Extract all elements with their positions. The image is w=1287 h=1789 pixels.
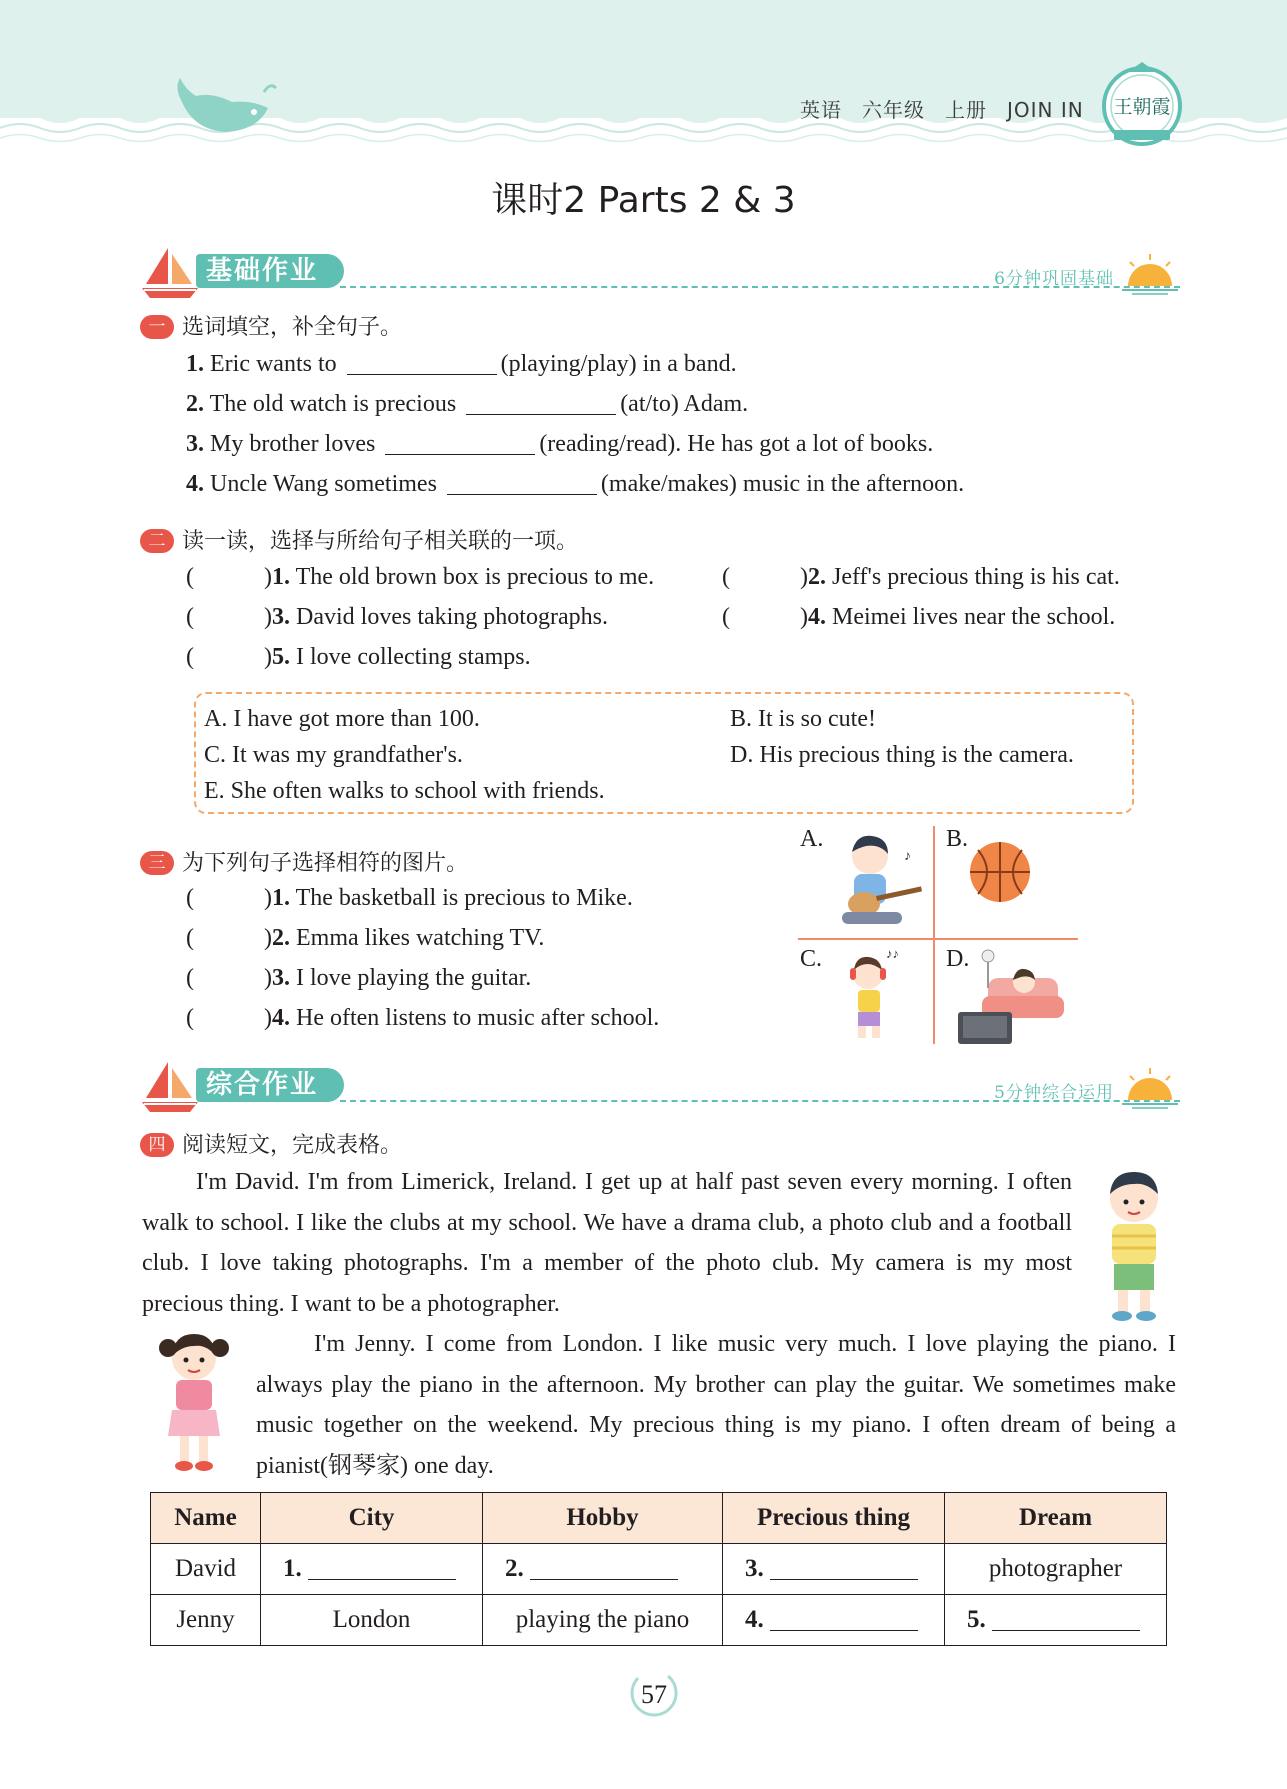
header-volume: 上册 bbox=[945, 98, 987, 122]
question-number-badge: 二 bbox=[140, 529, 174, 553]
q3-item-2: ( )2. Emma likes watching TV. bbox=[186, 925, 545, 951]
question-1-heading bbox=[140, 310, 402, 341]
table-header-cell: Name bbox=[151, 1493, 261, 1544]
table-header-cell: Hobby bbox=[483, 1493, 723, 1544]
q2-item-1: ( )1. The old brown box is precious to me. bbox=[186, 564, 655, 590]
table-cell-hobby: playing the piano bbox=[483, 1595, 723, 1646]
answer-bracket[interactable]: ( bbox=[186, 885, 194, 911]
q1-item-4: 4. Uncle Wang sometimes (make/makes) music in the afternoon. bbox=[186, 471, 965, 497]
table-row bbox=[151, 1544, 1167, 1595]
passage-jenny: I'm Jenny. I come from London. I like music very much. I love playing the piano. I always play the piano in the afternoon. My brother can play the guitar. We sometimes make music together on the weekend. My precious thing is my piano. I often dream of being a pianist(钢琴家) one day. bbox=[256, 1331, 1176, 1479]
sailboat-icon bbox=[140, 1058, 200, 1114]
picture-label-d: D. bbox=[946, 946, 970, 972]
question-instruction: 阅读短文，完成表格。 bbox=[182, 1133, 403, 1158]
table-cell-hobby[interactable]: 2. bbox=[483, 1544, 723, 1595]
section-banner-comprehensive bbox=[140, 1058, 1180, 1114]
q3-item-4: ( )4. He often listens to music after school. bbox=[186, 1005, 660, 1031]
answer-blank bbox=[308, 1560, 456, 1580]
question-2-heading bbox=[140, 524, 578, 555]
whale-icon bbox=[172, 72, 282, 132]
watching-tv-image bbox=[958, 948, 1068, 1044]
table-row bbox=[151, 1595, 1167, 1646]
q3-item-1: ( )1. The basketball is precious to Mike. bbox=[186, 885, 633, 911]
brand-logo bbox=[1100, 60, 1184, 150]
svg-text:♪♪: ♪♪ bbox=[886, 946, 899, 961]
q1-item-2: 2. The old watch is precious (at/to) Adam. bbox=[186, 391, 749, 417]
question-instruction: 为下列句子选择相符的图片。 bbox=[182, 851, 469, 876]
option-d: D. His precious thing is the camera. bbox=[730, 742, 1074, 768]
girl-jenny-image bbox=[156, 1324, 232, 1474]
logo-text: 王朝霞 bbox=[1113, 96, 1171, 118]
page-title: 课时2 Parts 2 & 3 bbox=[491, 180, 796, 221]
header-series: JOIN IN bbox=[1007, 98, 1084, 122]
answer-blank bbox=[770, 1560, 918, 1580]
table-header-cell: City bbox=[261, 1493, 483, 1544]
boy-playing-guitar-image bbox=[836, 830, 928, 930]
picture-label-b: B. bbox=[946, 826, 969, 852]
answer-bracket[interactable]: ( bbox=[186, 644, 194, 670]
section-label: 综合作业 bbox=[196, 1068, 344, 1102]
basketball-image bbox=[966, 838, 1036, 908]
answer-bracket[interactable]: ( bbox=[186, 965, 194, 991]
answer-blank[interactable] bbox=[466, 395, 616, 415]
question-4-heading bbox=[140, 1128, 402, 1159]
grid-divider-horizontal bbox=[798, 938, 1078, 940]
table-cell-dream[interactable]: 5. bbox=[945, 1595, 1167, 1646]
page-header bbox=[0, 0, 1287, 150]
page-number: 57 bbox=[624, 1668, 684, 1722]
header-grade: 六年级 bbox=[862, 98, 925, 122]
table-cell-dream: photographer bbox=[945, 1544, 1167, 1595]
table-header-row bbox=[151, 1493, 1167, 1544]
picture-label-c: C. bbox=[800, 946, 823, 972]
option-c: C. It was my grandfather's. bbox=[204, 742, 463, 768]
grid-divider-vertical bbox=[933, 826, 935, 1044]
boy-david-image bbox=[1096, 1164, 1172, 1322]
section-banner-basic bbox=[140, 244, 1180, 300]
answer-bracket[interactable]: ( bbox=[722, 564, 730, 590]
table-cell-city: London bbox=[261, 1595, 483, 1646]
q1-item-3: 3. My brother loves (reading/read). He has got a lot of books. bbox=[186, 431, 934, 457]
answer-bracket[interactable]: ( bbox=[186, 604, 194, 630]
svg-text:♪: ♪ bbox=[904, 849, 911, 864]
q2-item-4: ( )4. Meimei lives near the school. bbox=[722, 604, 1116, 630]
question-number-badge: 四 bbox=[140, 1133, 174, 1157]
option-e: E. She often walks to school with friends. bbox=[204, 778, 605, 804]
picture-label-a: A. bbox=[800, 826, 824, 852]
question-number-badge: 一 bbox=[140, 315, 174, 339]
girl-with-headphones-image bbox=[834, 944, 914, 1044]
answer-blank bbox=[530, 1560, 678, 1580]
q1-item-1: 1. Eric wants to (playing/play) in a band. bbox=[186, 351, 737, 377]
question-3-heading bbox=[140, 846, 468, 877]
answer-bracket[interactable]: ( bbox=[186, 564, 194, 590]
question-number-badge: 三 bbox=[140, 851, 174, 875]
q2-item-5: ( )5. I love collecting stamps. bbox=[186, 644, 531, 670]
table-header-cell: Dream bbox=[945, 1493, 1167, 1544]
q2-item-3: ( )3. David loves taking photographs. bbox=[186, 604, 608, 630]
answer-blank[interactable] bbox=[347, 355, 497, 375]
sailboat-icon bbox=[140, 244, 200, 300]
option-a: A. I have got more than 100. bbox=[204, 706, 480, 732]
answer-bracket[interactable]: ( bbox=[186, 1005, 194, 1031]
table-cell-thing[interactable]: 3. bbox=[723, 1544, 945, 1595]
sunset-icon bbox=[1118, 1066, 1180, 1110]
section-tagline: 5分钟综合运用 bbox=[994, 1083, 1114, 1103]
table-cell-name: Jenny bbox=[151, 1595, 261, 1646]
header-text bbox=[800, 94, 1104, 123]
q3-item-3: ( )3. I love playing the guitar. bbox=[186, 965, 532, 991]
section-tagline: 6分钟巩固基础 bbox=[994, 269, 1114, 289]
table-cell-city[interactable]: 1. bbox=[261, 1544, 483, 1595]
answer-blank[interactable] bbox=[385, 435, 535, 455]
question-instruction: 读一读，选择与所给句子相关联的一项。 bbox=[182, 529, 579, 554]
header-subject: 英语 bbox=[800, 98, 842, 122]
q2-item-2: ( )2. Jeff's precious thing is his cat. bbox=[722, 564, 1120, 590]
table-header-cell: Precious thing bbox=[723, 1493, 945, 1544]
question-instruction: 选词填空，补全句子。 bbox=[182, 315, 403, 340]
table-cell-thing[interactable]: 4. bbox=[723, 1595, 945, 1646]
answer-table bbox=[150, 1492, 1167, 1646]
sunset-icon bbox=[1118, 252, 1180, 296]
picture-grid bbox=[798, 826, 1078, 1044]
answer-bracket[interactable]: ( bbox=[186, 925, 194, 951]
option-b: B. It is so cute! bbox=[730, 706, 876, 732]
answer-blank bbox=[992, 1611, 1140, 1631]
answer-blank[interactable] bbox=[447, 475, 597, 495]
answer-bracket[interactable]: ( bbox=[722, 604, 730, 630]
answer-blank bbox=[770, 1611, 918, 1631]
table-cell-name: David bbox=[151, 1544, 261, 1595]
passage-david: I'm David. I'm from Limerick, Ireland. I get up at half past seven every morning. I often walk to school. I like the clubs at my school. We have a drama club, a photo club and a football club. I love taking photographs. I'm a member of the photo club. My camera is my most precious thing. I want to be a photographer. bbox=[142, 1169, 1072, 1317]
section-label: 基础作业 bbox=[196, 254, 344, 288]
options-box bbox=[194, 692, 1134, 814]
